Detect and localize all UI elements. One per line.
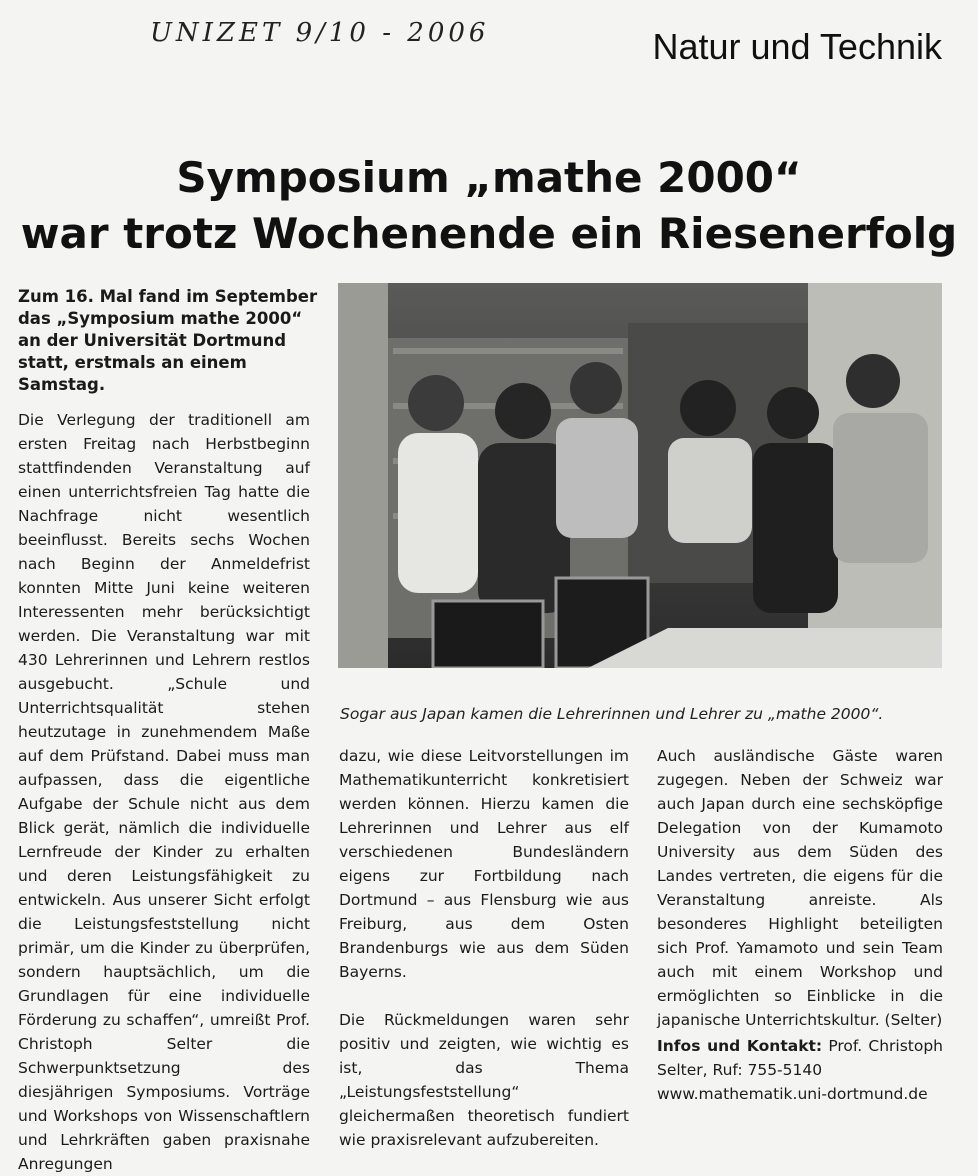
headline-line-2: war trotz Wochenende ein Riesenerfolg — [20, 209, 958, 258]
headline-line-1: Symposium „mathe 2000“ — [176, 153, 802, 202]
contact-url[interactable]: www.mathematik.uni-dortmund.de — [657, 1085, 928, 1103]
body-paragraph: Die Verlegung der traditionell am ersten Freitag nach Herbstbeginn stattfindenden Veranstaltung auf einen unterrichtsfreien Tag hatte die Nachfrage nicht wesentlich beeinflusst. Bereits sechs Wochen nach Beginn der Anmeldefrist konnten Mitte Juni keine weiteren Interessenten mehr berücksichtigt werden. Die Veranstaltung war mit 430 Lehrerinnen und Lehrern restlos ausgebucht. „Schule und Unterrichtsqualität stehen heutzutage in zunehmendem Maße auf dem Prüfstand. Dabei muss man aufpassen, dass die eigentliche Aufgabe der Schule nicht aus dem Blick gerät, nämlich die individuelle Lernfreude der Kinder zu erhalten und deren Leistungsfähigkeit zu entwickeln. Aus unserer Sicht erfolgt die Leistungsfeststellung nicht primär, um die Kinder zu überprüfen, sondern hauptsächlich, um die Grundlagen für eine individuelle Förderung zu schaffen“, umreißt Prof. Christoph Selter die Schwerpunktsetzung des diesjährigen Symposiums. Vorträge und Workshops von Wissenschaftlern und Lehrkräften gaben praxisnahe Anregungen — [18, 411, 310, 1173]
body-paragraph: Auch ausländische Gäste waren zugegen. Neben der Schweiz war auch Japan durch eine sechsköpfige Delegation von der Kumamoto University aus dem Süden des Landes vertreten, die eigens für die Veranstaltung anreiste. Als besonderes Highlight beteiligten sich Prof. Yamamoto und sein Team auch mit einem Workshop und ermöglichten so Einblicke in die japanische Unterrichtskultur. (Selter) — [657, 747, 943, 1029]
group-photo — [338, 283, 942, 668]
lead-paragraph: Zum 16. Mal fand im September das „Symposium mathe 2000“ an der Universität Dortmund statt, erstmals an einem Samstag. — [18, 287, 318, 394]
body-paragraph: dazu, wie diese Leitvorstellungen im Mathematikunterricht konkretisiert werden können. Hierzu kamen die Lehrerinnen und Lehrer aus elf verschiedenen Bundesländern eigens zur Fortbildung nach Dortmund – aus Flensburg wie aus Freiburg, aus dem Osten Brandenburgs wie aus dem Süden Bayerns. — [339, 747, 629, 981]
headline — [0, 150, 978, 262]
body-column-1 — [18, 408, 310, 1176]
contact-label: Infos und Kontakt: — [657, 1037, 823, 1055]
body-column-3 — [657, 744, 943, 1032]
group-photo-image — [338, 283, 942, 668]
section-title: Natur und Technik — [652, 26, 942, 67]
contact-name-phone: Prof. Christoph Selter, Ruf: 755-5140 — [657, 1037, 943, 1079]
contact-info — [657, 1034, 943, 1106]
body-column-2 — [339, 744, 629, 1152]
body-paragraph: Die Rückmeldungen waren sehr positiv und zeigten, wie wichtig es ist, das Thema „Leistungsfeststellung“ gleichermaßen theoretisch fundiert wie praxisrelevant aufzubereiten. — [339, 1011, 629, 1149]
handwritten-note: UNIZET 9/10 - 2006 — [150, 18, 490, 48]
photo-caption: Sogar aus Japan kamen die Lehrerinnen und Lehrer zu „mathe 2000“. — [340, 705, 884, 723]
